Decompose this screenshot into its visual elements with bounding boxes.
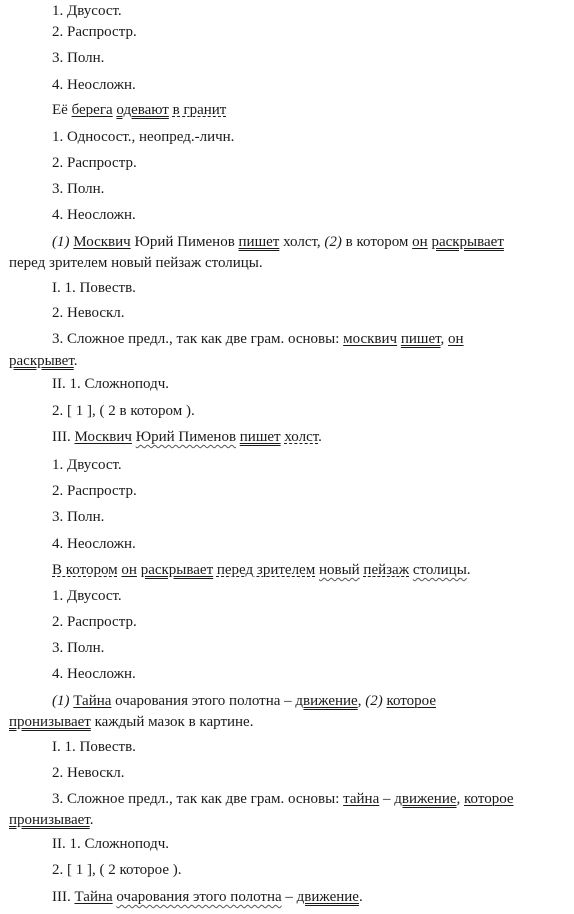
marked-word: он (412, 234, 428, 250)
marked-word: Москвич (73, 234, 131, 250)
marked-word: движение (394, 791, 457, 807)
marked-word: В котором (52, 562, 118, 578)
marked-word: перед зрителем (216, 562, 316, 578)
text-line: 1. Двусост. (52, 3, 122, 19)
text-line (9, 713, 253, 731)
text-line (9, 811, 93, 829)
text-segment: . (73, 353, 78, 369)
text-segment: – (379, 791, 395, 807)
marked-word: Юрий Пименов (135, 429, 237, 445)
text-segment: холст, (279, 234, 325, 250)
text-line: I. 1. Повеств. (52, 739, 136, 755)
text-line: 2. Распростр. (52, 155, 137, 171)
text-segment: . (466, 562, 471, 578)
text-line: 1. Двусост. (52, 457, 122, 473)
text-line (52, 561, 471, 579)
text-line: 2. [ 1 ], ( 2 которое ). (52, 862, 182, 878)
marked-word: Тайна (73, 693, 112, 709)
text-segment: в котором (341, 234, 413, 250)
text-line (52, 692, 436, 710)
text-segment: очарования этого полотна – (111, 693, 296, 709)
text-line: 4. Неосложн. (52, 666, 136, 682)
text-line: I. 1. Повеств. (52, 280, 136, 296)
text-line (9, 352, 78, 370)
text-line: 4. Неосложн. (52, 207, 136, 223)
text-segment: III. (52, 429, 75, 445)
marked-word: пишет (400, 331, 441, 347)
marked-word: Тайна (74, 889, 113, 905)
text-line: 2. Распростр. (52, 24, 137, 40)
marked-word: новый (318, 562, 360, 578)
text-line: 3. Полн. (52, 509, 105, 525)
marked-word: (2) (365, 693, 383, 709)
text-line: 3. Полн. (52, 640, 105, 656)
text-line: 2. Распростр. (52, 614, 137, 630)
marked-word: пишет (238, 234, 280, 250)
marked-word: пронизывает (9, 714, 91, 730)
text-line: 2. Распростр. (52, 483, 137, 499)
text-line (52, 233, 504, 251)
marked-word: столицы (412, 562, 467, 578)
marked-word: которое (464, 791, 514, 807)
text-line: 1. Односост., неопред.-личн. (52, 129, 235, 145)
marked-word: Москвич (74, 429, 132, 445)
marked-word: в гранит (172, 102, 227, 118)
marked-word: пишет (239, 429, 281, 445)
marked-word: движение (296, 889, 359, 905)
text-line (52, 888, 363, 906)
marked-word: движение (295, 693, 358, 709)
marked-word: (2) (324, 234, 342, 250)
marked-word: одевают (116, 102, 169, 118)
marked-word: которое (386, 693, 436, 709)
text-segment: Юрий Пименов (130, 234, 239, 250)
text-line: перед зрителем новый пейзаж столицы. (9, 255, 263, 271)
text-line: 4. Неосложн. (52, 77, 136, 93)
text-line (52, 101, 226, 119)
text-line: 3. Полн. (52, 50, 105, 66)
text-line: 1. Двусост. (52, 588, 122, 604)
text-line: 2. [ 1 ], ( 2 в котором ). (52, 403, 195, 419)
text-segment: каждый мазок в картине. (90, 714, 254, 730)
text-line: II. 1. Сложноподч. (52, 836, 170, 852)
text-segment: . (89, 812, 94, 828)
text-segment: – (281, 889, 297, 905)
marked-word: очарования этого полотна (116, 889, 282, 905)
text-line (52, 330, 464, 348)
text-line: 4. Неосложн. (52, 536, 136, 552)
marked-word: тайна (343, 791, 380, 807)
text-line: 2. Невоскл. (52, 305, 125, 321)
text-line (52, 790, 514, 808)
marked-word: раскрывет (9, 353, 74, 369)
text-line: 3. Полн. (52, 181, 105, 197)
marked-word: (1) (52, 234, 74, 250)
marked-word: он (448, 331, 464, 347)
marked-word: берега (71, 102, 113, 118)
text-segment: , (440, 331, 449, 347)
text-segment: , (456, 791, 465, 807)
marked-word: пронизывает (9, 812, 90, 828)
marked-word: (1) (52, 693, 74, 709)
text-segment: III. (52, 889, 75, 905)
text-segment: 3. Сложное предл., так как две грам. основы: (52, 791, 344, 807)
text-segment: Её (52, 102, 72, 118)
marked-word: раскрывает (431, 234, 504, 250)
marked-word: пейзаж (363, 562, 410, 578)
marked-word: холст (284, 429, 319, 445)
text-segment: . (318, 429, 322, 445)
text-segment: 3. Сложное предл., так как две грам. основы: (52, 331, 344, 347)
marked-word: москвич (343, 331, 398, 347)
text-line: 2. Невоскл. (52, 765, 125, 781)
text-line (52, 428, 322, 446)
marked-word: он (121, 562, 137, 578)
text-line: II. 1. Сложноподч. (52, 376, 170, 392)
marked-word: раскрывает (140, 562, 214, 578)
text-segment: . (358, 889, 363, 905)
text-segment: , (357, 693, 366, 709)
